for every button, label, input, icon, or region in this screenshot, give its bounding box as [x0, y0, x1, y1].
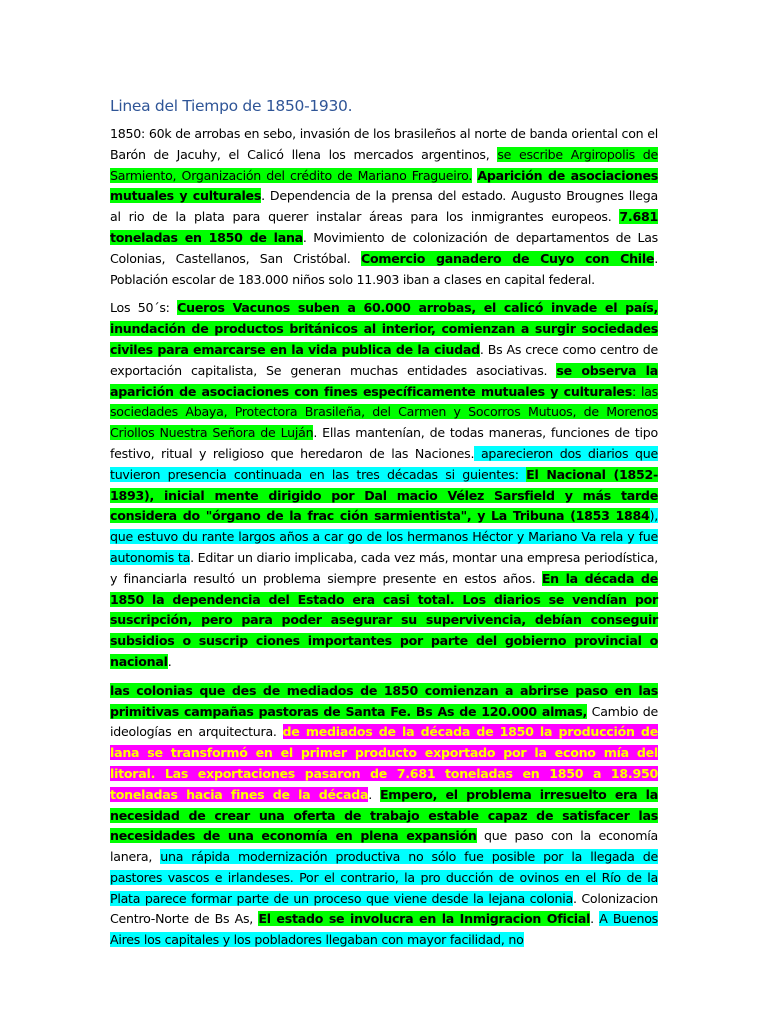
text-segment: . Colonizacion Centro-Norte de Bs As, — [110, 890, 658, 927]
highlight-green-segment: 7.681 toneladas en 1850 de lana — [110, 209, 658, 245]
paragraph-3 — [110, 681, 658, 951]
highlight-green-segment: : las sociedades Abaya, Protectora Brasileña, del Carmen y Socorros Mutuos, de Morenos Criollos Nuestra Señora de Luján — [110, 383, 658, 441]
highlight-green-segment: Cueros Vacunos suben a 60.000 arrobas, el calicó invade el país, inundación de productos británicos al interior, comienzan a surgir sociedades civiles para emarcarse en la vida publica de la ciudad — [110, 300, 658, 357]
text-segment: Cambio de ideologías en arquitectura. — [110, 703, 658, 740]
text-segment: . Ellas mantenían, de todas maneras, funciones de tipo festivo, ritual y religioso que heredaron de las Naciones. — [110, 425, 658, 461]
text-segment: . — [167, 653, 172, 669]
text-segment: 1850: 60k de arrobas en sebo, invasión de los brasileños al norte de banda oriental con el Barón de Jacuhy, el Calicó llena los mercados argentinos, — [110, 126, 658, 162]
highlight-cyan-segment: ), que estuvo du rante largos años a car go de los hermanos Héctor y Mariano Va rela y fue autonomis ta — [110, 508, 658, 565]
text-segment: . Editar un diario implicaba, cada vez más, montar una empresa periodística, y financiarla resultó un problema siempre presente en estos años. — [110, 549, 659, 586]
document-title: Linea del Tiempo de 1850-1930. — [110, 97, 353, 115]
highlight-green-segment: En la década de 1850 la dependencia del Estado era casi total. Los diarios se vendían por suscripción, pero para poder asegurar su supervivencia, debían conseguir subsidios o suscrip ciones importantes por parte del gobierno provincial o nacional — [110, 570, 658, 669]
text-segment: que paso con la economía lanera, — [110, 828, 658, 865]
highlight-green-segment: El Nacional (1852-1893), inicial mente dirigido por Dal macio Vélez Sarsfield y más tarde considera do "órgano de la frac ción sarmientista — [110, 466, 658, 524]
text-segment: . — [368, 786, 380, 802]
text-segment: . — [590, 911, 600, 927]
highlight-green-segment: Empero, el problema irresuelto era la necesidad de crear una oferta de trabajo estable capaz de satisfacer las necesidades de una economía en plena expansión — [110, 786, 659, 844]
highlight-green-segment: El estado se involucra en la Inmigracion Oficial — [258, 911, 591, 927]
highlight-green-segment: ", y La Tribuna (1853 1884 — [460, 508, 650, 524]
highlight-green-segment: Comercio ganadero de Cuyo con Chile — [360, 250, 655, 266]
highlight-magenta-segment: de mediados de la década de 1850 la producción de lana se transformó en el primer producto exportado por la econo mía del litoral. Las exportaciones pasaron de 7.681 toneladas en 1850 a 18.950 toneladas hacia fines de la década — [110, 724, 658, 802]
paragraph-2 — [110, 298, 658, 672]
text-segment: . Población escolar de 183.000 niños solo 11.903 iban a clases en capital federal. — [110, 250, 658, 287]
highlight-cyan-segment: A Buenos Aires los capitales y los pobladores llegaban con mayor facilidad, no — [110, 911, 658, 948]
highlight-green-segment: se observa la aparición de asociaciones con fines específicamente mutuales y culturales — [110, 362, 659, 399]
highlight-cyan-segment: una rápida modernización productiva no sólo fue posible por la llegada de pastores vascos e irlandeses. Por el contrario, la pro ducción de ovinos en el Río de la Plata parece formar parte de un proceso que viene desde la lejana colonia — [110, 849, 658, 906]
highlight-green-segment: se escribe Argiropolis de Sarmiento, Organización del crédito de Mariano Fragueiro. — [110, 146, 658, 183]
paragraph-1 — [110, 124, 658, 290]
text-segment: . Movimiento de colonización de departamentos de Las Colonias, Castellanos, San Cristóbal. — [110, 229, 658, 266]
highlight-green-segment: Aparición de asociaciones mutuales y culturales — [110, 167, 658, 204]
document-body — [110, 124, 658, 951]
text-segment: Los 50´s: — [110, 300, 178, 316]
highlight-cyan-segment: aparecieron dos diarios que tuvieron presencia continuada en las tres décadas si guientes: — [110, 445, 658, 482]
text-segment: . Bs As crece como centro de exportación capitalista, Se generan muchas entidades asociativas. — [110, 341, 659, 378]
document-page — [110, 90, 658, 959]
text-segment: . Dependencia de la prensa del estado. Augusto Brougnes llega al rio de la plata para querer instalar áreas para los inmigrantes europeos. — [110, 188, 658, 225]
highlight-green-segment: las colonias que des de mediados de 1850 comienzan a abrirse paso en las primitivas campañas pastoras de Santa Fe. Bs As de 120.000 almas, — [110, 682, 658, 719]
